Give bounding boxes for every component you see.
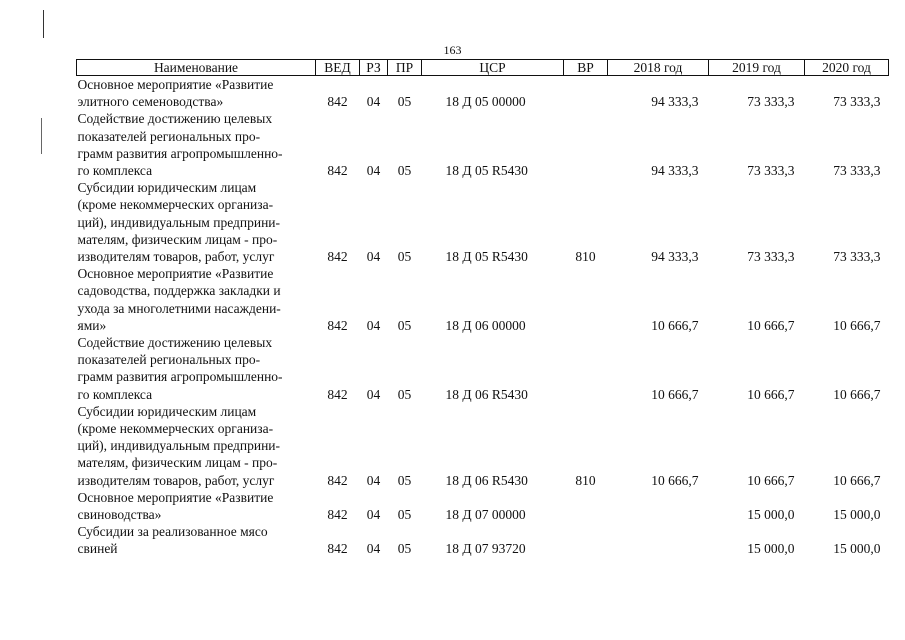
name-line: (кроме некоммерческих организа- [77, 197, 274, 213]
cell-ved: 842 [327, 507, 348, 523]
cell-rz: 04 [366, 507, 381, 523]
cell-ved: 842 [327, 163, 348, 179]
name-line: го комплекса [77, 163, 153, 179]
page-number: 163 [443, 43, 462, 57]
header-vr: ВР [564, 60, 608, 76]
cell-ved: 842 [327, 317, 348, 333]
name-line: изводителям товаров, работ, услуг [77, 249, 275, 265]
cell-2018: 94 333,3 [651, 163, 699, 179]
budget-table [76, 59, 889, 558]
cell-2019: 15 000,0 [747, 541, 795, 557]
cell-2019: 73 333,3 [747, 94, 795, 110]
name-line: Субсидии юридическим лицам [77, 403, 257, 419]
header-2020: 2020 год [805, 60, 889, 76]
name-line: свиноводства» [77, 507, 162, 523]
cell-rz: 04 [366, 472, 381, 488]
cell-pr: 05 [397, 317, 412, 333]
cell-ved: 842 [327, 249, 348, 265]
cell-2019: 73 333,3 [747, 249, 795, 265]
header-rz: РЗ [360, 60, 388, 76]
cell-csr: 18 Д 06 R5430 [445, 472, 528, 488]
cell-vr [564, 110, 608, 179]
cell-name [77, 334, 316, 403]
cell-2019: 73 333,3 [747, 163, 795, 179]
cell-vr: 810 [575, 472, 596, 488]
cell-name [77, 489, 316, 523]
cell-2020: 73 333,3 [833, 249, 881, 265]
table-row [77, 334, 889, 403]
header-ved: ВЕД [316, 60, 360, 76]
table-row [77, 523, 889, 557]
cell-2020: 15 000,0 [833, 507, 881, 523]
name-line: грамм развития агропромышленно- [77, 369, 283, 385]
cell-name [77, 76, 316, 111]
name-line: ями» [77, 317, 107, 333]
header-2018: 2018 год [608, 60, 709, 76]
name-line: го комплекса [77, 386, 153, 402]
name-line: Содействие достижению целевых [77, 335, 273, 351]
name-line: Содействие достижению целевых [77, 111, 273, 127]
cell-csr: 18 Д 07 93720 [445, 541, 526, 557]
cell-ved: 842 [327, 94, 348, 110]
cell-2020: 10 666,7 [833, 472, 881, 488]
cell-2019: 10 666,7 [747, 317, 795, 333]
name-line: показателей региональных про- [77, 352, 261, 368]
cell-2020: 73 333,3 [833, 163, 881, 179]
cell-vr [564, 489, 608, 523]
name-line: показателей региональных про- [77, 128, 261, 144]
table-body [77, 76, 889, 558]
cell-2018: 10 666,7 [651, 472, 699, 488]
cell-vr [564, 334, 608, 403]
cell-rz: 04 [366, 94, 381, 110]
cell-2019: 10 666,7 [747, 386, 795, 402]
cell-2018: 10 666,7 [651, 386, 699, 402]
name-line: свиней [77, 541, 118, 557]
cell-name [77, 523, 316, 557]
cell-2019: 10 666,7 [747, 472, 795, 488]
cell-csr: 18 Д 05 00000 [445, 94, 526, 110]
cell-pr: 05 [397, 541, 412, 557]
table-row [77, 179, 889, 265]
cell-vr [564, 76, 608, 111]
cell-pr: 05 [397, 472, 412, 488]
cell-pr: 05 [397, 507, 412, 523]
name-line: (кроме некоммерческих организа- [77, 421, 274, 437]
scan-mark-top [43, 10, 44, 38]
cell-2020: 10 666,7 [833, 317, 881, 333]
cell-csr: 18 Д 07 00000 [445, 507, 526, 523]
name-line: Субсидии юридическим лицам [77, 180, 257, 196]
name-line: Основное мероприятие «Развитие [77, 266, 274, 282]
name-line: грамм развития агропромышленно- [77, 145, 283, 161]
name-line: Основное мероприятие «Развитие [77, 489, 274, 505]
cell-ved: 842 [327, 541, 348, 557]
cell-2018: 94 333,3 [651, 249, 699, 265]
header-2019: 2019 год [709, 60, 805, 76]
cell-rz: 04 [366, 317, 381, 333]
cell-name [77, 265, 316, 334]
header-pr: ПР [388, 60, 422, 76]
cell-2020: 15 000,0 [833, 541, 881, 557]
cell-rz: 04 [366, 386, 381, 402]
name-line: Субсидии за реализованное мясо [77, 524, 268, 540]
name-line: ухода за многолетними насаждени- [77, 300, 281, 316]
cell-2020: 73 333,3 [833, 94, 881, 110]
cell-rz: 04 [366, 541, 381, 557]
table-row [77, 403, 889, 489]
cell-2019: 15 000,0 [747, 507, 795, 523]
scan-mark-middle [41, 118, 42, 154]
name-line: изводителям товаров, работ, услуг [77, 472, 275, 488]
name-line: садоводства, поддержка закладки и [77, 283, 281, 299]
cell-pr: 05 [397, 163, 412, 179]
name-line: мателям, физическим лицам - про- [77, 455, 278, 471]
table-row [77, 489, 889, 523]
cell-rz: 04 [366, 249, 381, 265]
table-row [77, 76, 889, 111]
name-line: ций), индивидуальным предприни- [77, 438, 281, 454]
cell-pr: 05 [397, 386, 412, 402]
cell-csr: 18 Д 05 R5430 [445, 249, 528, 265]
cell-name [77, 179, 316, 265]
name-line: элитного семеноводства» [77, 94, 224, 110]
cell-ved: 842 [327, 386, 348, 402]
cell-2018: 94 333,3 [651, 94, 699, 110]
cell-rz: 04 [366, 163, 381, 179]
cell-name [77, 110, 316, 179]
cell-2018 [608, 489, 709, 523]
header-csr: ЦСР [422, 60, 564, 76]
table-header [77, 60, 889, 76]
cell-name [77, 403, 316, 489]
name-line: ций), индивидуальным предприни- [77, 214, 281, 230]
table-row [77, 110, 889, 179]
cell-csr: 18 Д 06 R5430 [445, 386, 528, 402]
name-line: Основное мероприятие «Развитие [77, 77, 274, 92]
cell-pr: 05 [397, 249, 412, 265]
cell-csr: 18 Д 06 00000 [445, 317, 526, 333]
cell-ved: 842 [327, 472, 348, 488]
name-line: мателям, физическим лицам - про- [77, 231, 278, 247]
cell-csr: 18 Д 05 R5430 [445, 163, 528, 179]
cell-2020: 10 666,7 [833, 386, 881, 402]
cell-vr [564, 523, 608, 557]
cell-vr: 810 [575, 249, 596, 265]
cell-pr: 05 [397, 94, 412, 110]
cell-vr [564, 265, 608, 334]
cell-2018: 10 666,7 [651, 317, 699, 333]
table-row [77, 265, 889, 334]
cell-2018 [608, 523, 709, 557]
header-name: Наименование [77, 60, 316, 76]
